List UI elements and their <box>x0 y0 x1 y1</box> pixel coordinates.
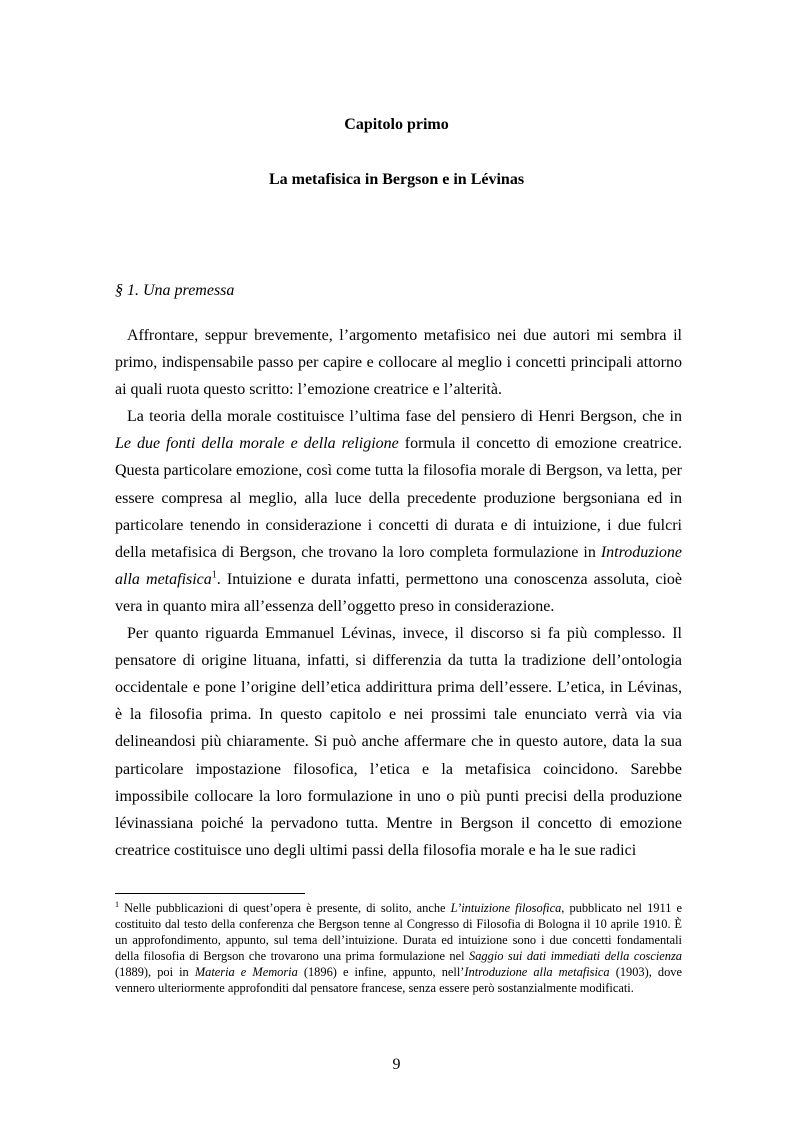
chapter-label: Capitolo primo <box>344 116 449 133</box>
page-number: 9 <box>392 1056 401 1073</box>
footnote-title-introduzione: Introduzione alla metafisica <box>464 965 610 980</box>
book-title-due-fonti: Le due fonti della morale e della religione <box>115 435 399 453</box>
paragraph-2 <box>115 403 682 620</box>
paragraph-2-text-c: formula il concetto di emozione creatrice. Questa particolare emozione, così come tutta la filosofia morale di Bergson, va letta, per essere compresa al meglio, alla luce della precedente produzione bergsoniana ed in particolare tenendo in considerazione i concetti di durata e di intuizione, i due fulcri della metafisica di Bergson, che trovano la loro completa formulazione in <box>115 435 682 561</box>
footnote-separator <box>115 893 305 894</box>
footnote-text-2: , pubblicato nel 1911 e costituito dal testo della conferenza che Bergson tenne al Congresso di Filosofia di Bologna il 10 aprile 1910. È un approfondimento, appunto, sul tema dell’intuizione. Durata ed intuizione sono i due concetti fondamentali della filosofia di Bergson che trovarono una prima formulazione nel <box>115 901 682 964</box>
book-title-introduzione: Introduzione alla metafisica <box>115 543 682 588</box>
footnote-title-saggio: Saggio sui dati immediati della coscienza <box>469 949 682 964</box>
paragraph-3: Per quanto riguarda Emmanuel Lévinas, invece, il discorso si fa più complesso. Il pensatore di origine lituana, infatti, si differenzia da tutta la tradizione dell’ontologia occidentale e pone l’origine dell’etica addirittura prima dell’essere. L’etica, in Lévinas, è la filosofia prima. In questo capitolo e nei prossimi tale enunciato verrà via via delineandosi più chiaramente. Si può anche affermare che in questo autore, data la sua particolare impostazione filosofica, l’etica e la metafisica coincidono. Sarebbe impossibile collocare la loro formulazione in uno o più punti precisi della produzione lévinassiana poiché la pervadono tutta. Mentre in Bergson il concetto di emozione creatrice costituisce uno degli ultimi passi della filosofia morale e ha le sue radici <box>115 625 682 859</box>
footnote-text-4: (1896) e infine, appunto, nell’ <box>297 965 465 980</box>
footnote-text-3: (1889), poi in <box>115 965 195 980</box>
body-text <box>115 322 682 864</box>
footnote-text-5: (1903), dove vennero ulteriormente approfonditi dal pensatore francese, senza essere però sostanzialmente modificati. <box>115 965 682 996</box>
footnote-text-1: Nelle pubblicazioni di quest’opera è presente, di solito, anche <box>119 901 451 915</box>
footnote-title-materia: Materia e Memoria <box>194 965 298 980</box>
chapter-title: La metafisica in Bergson e in Lévinas <box>268 171 525 188</box>
footnote-title-intuizione: L’intuizione filosofica <box>450 901 562 915</box>
paragraph-2-text-a: La teoria della morale costituisce l’ultima fase del pensiero di Henri Bergson, che in <box>127 408 682 426</box>
section-heading: § 1. Una premessa <box>115 282 235 299</box>
paragraph-2-text-e: . Intuizione e durata infatti, permettono una conoscenza assoluta, cioè vera in quanto mira all’essenza dell’oggetto preso in considerazione. <box>115 570 683 615</box>
footnote-ref[interactable]: 1 <box>211 569 217 581</box>
footnote-1 <box>115 900 682 997</box>
paragraph-1: Affrontare, seppur brevemente, l’argomento metafisico nei due autori mi sembra il primo, indispensabile passo per capire e collocare al meglio i concetti principali attorno ai quali ruota questo scritto: l’emozione creatrice e l’alterità. <box>115 327 682 399</box>
footnote-number: 1 <box>115 899 119 909</box>
